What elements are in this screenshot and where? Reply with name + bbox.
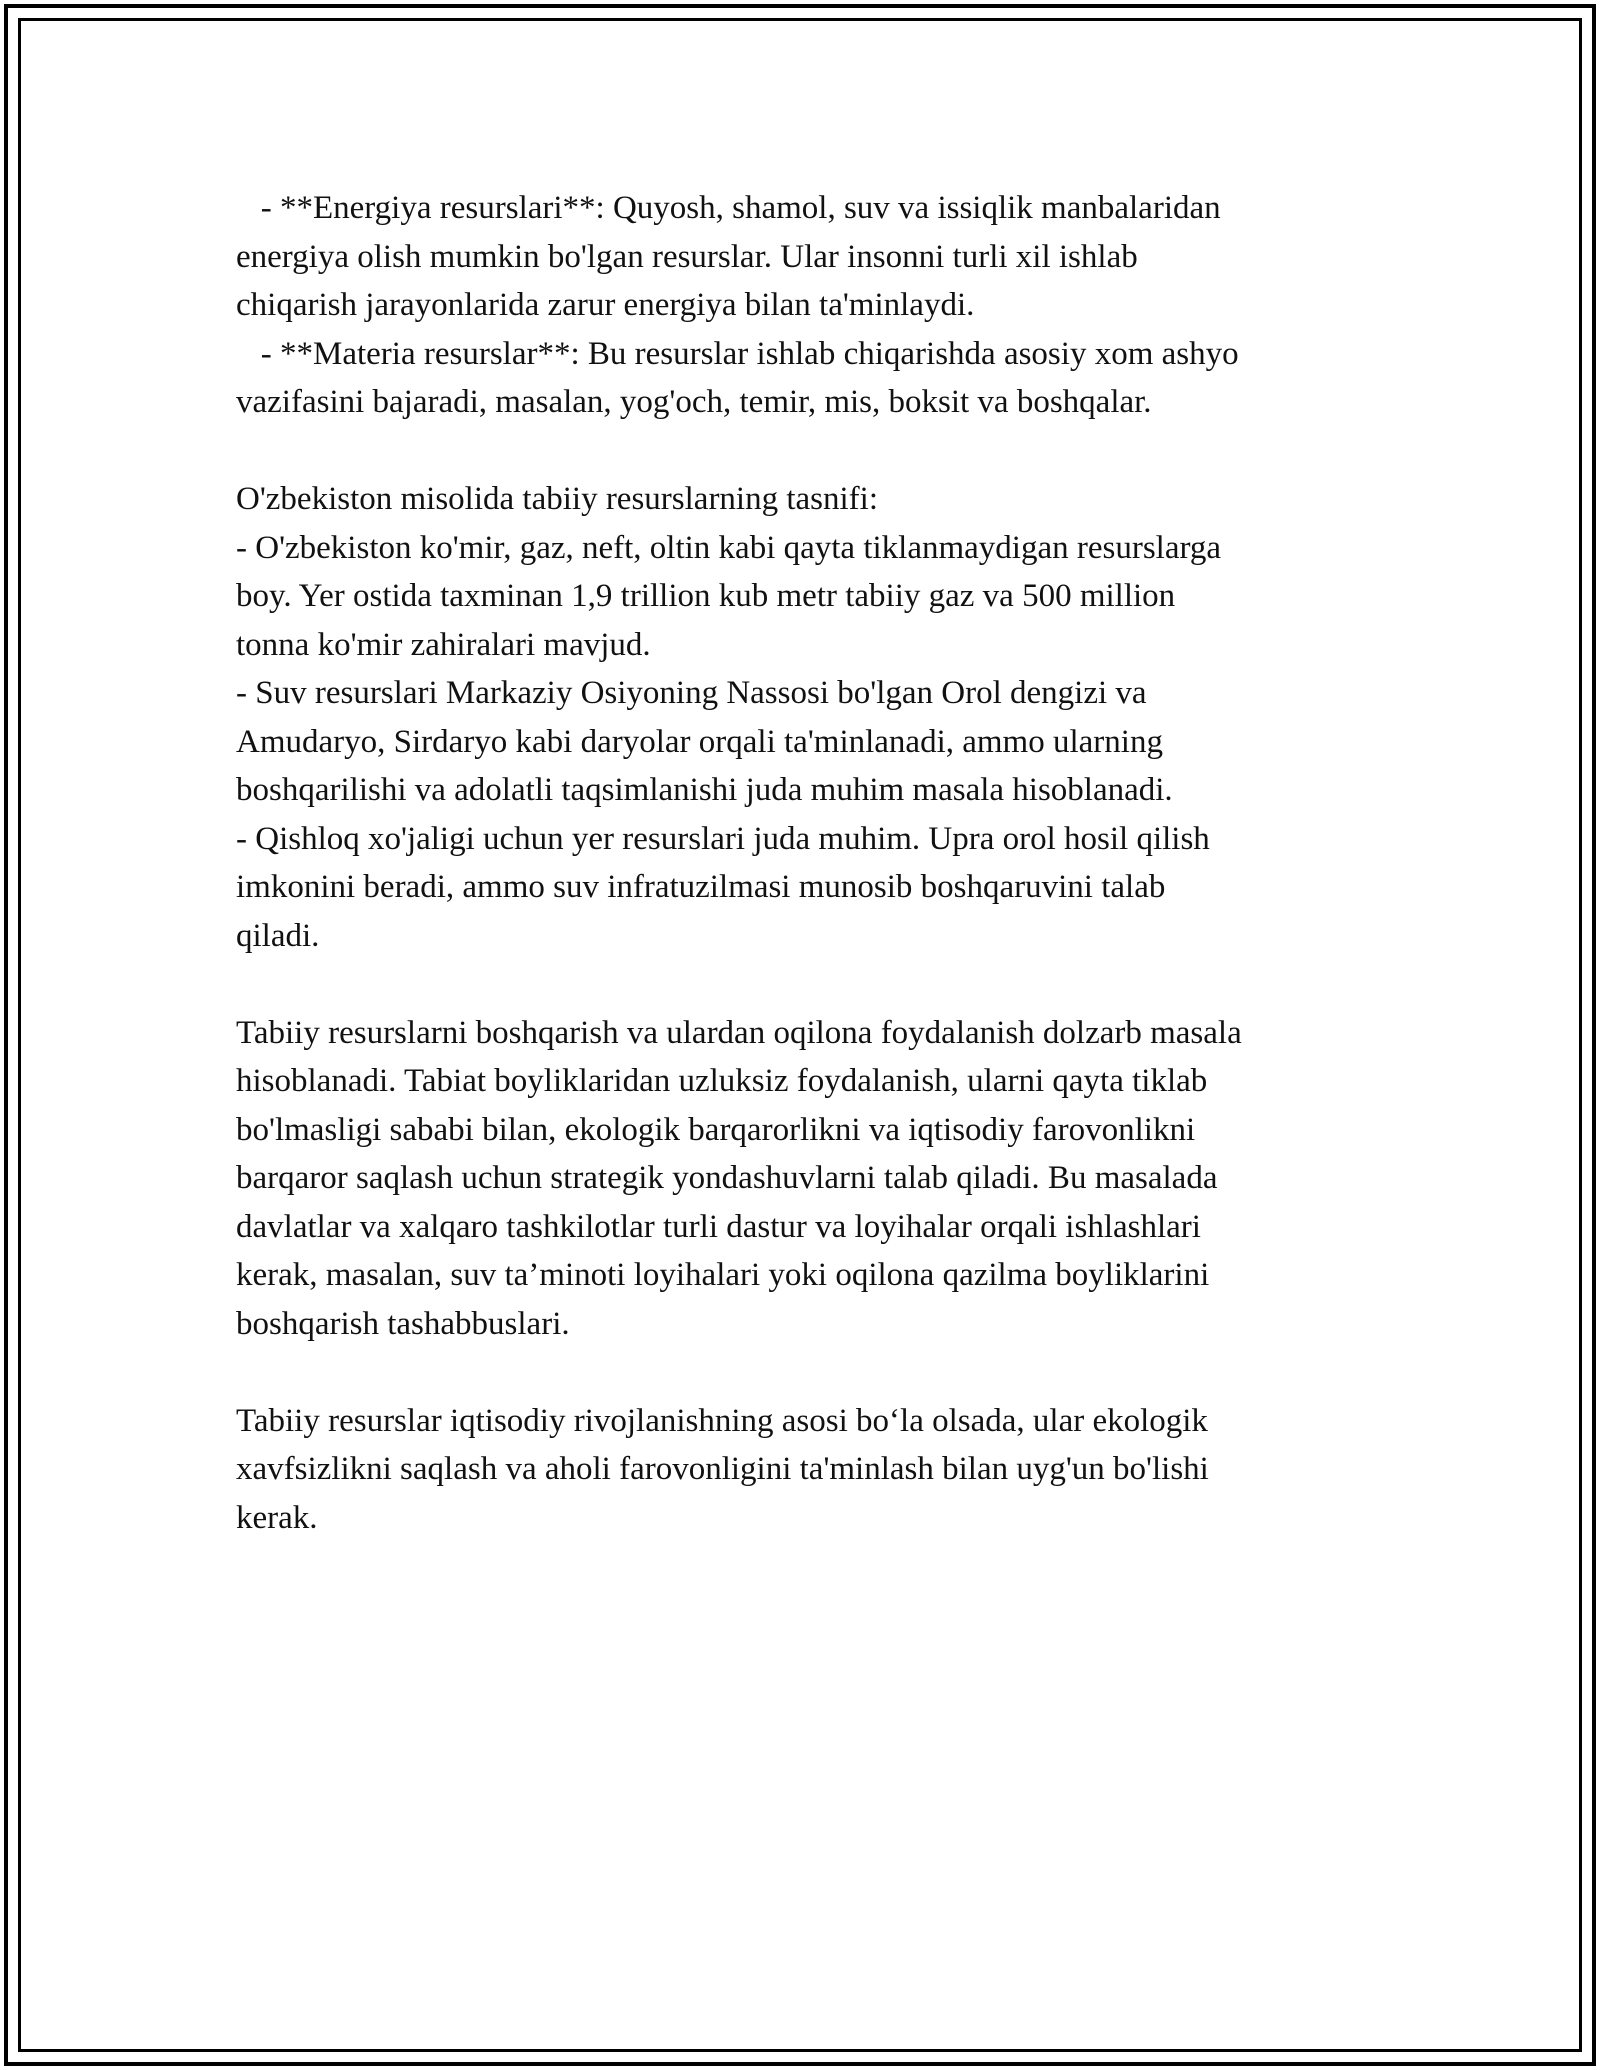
text-line: boy. Yer ostida taxminan 1,9 trillion kub metr tabiiy gaz va 500 million xyxy=(236,578,1176,614)
text-line: chiqarish jarayonlarida zarur energiya bilan ta'minlaydi. xyxy=(236,287,975,323)
text-line: tonna ko'mir zahiralari mavjud. xyxy=(236,626,651,663)
text-line: O'zbekiston misolida tabiiy resurslarning tasnifi: xyxy=(236,481,879,517)
text-line: - Qishloq xo'jaligi uchun yer resurslari juda muhim. Upra orol hosil qilish xyxy=(236,820,1210,857)
blank-line xyxy=(236,960,1376,1009)
text-line: Amudaryo, Sirdaryo kabi daryolar orqali ta'minlanadi, ammo ularning xyxy=(236,723,1163,760)
text-line: boshqarilishi va adolatli taqsimlanishi juda muhim masala hisoblanadi. xyxy=(236,772,1173,808)
text-line: Tabiiy resurslarni boshqarish va ulardan oqilona foydalanish dolzarb masala xyxy=(236,1014,1242,1051)
text-line: - **Energiya resurslari**: Quyosh, shamol, suv va issiqlik manbalaridan xyxy=(236,190,1221,226)
text-line: vazifasini bajaradi, masalan, yog'och, temir, mis, boksit va boshqalar. xyxy=(236,384,1152,420)
energy-resources-item xyxy=(236,184,1376,330)
text-line: boshqarish tashabbuslari. xyxy=(236,1305,570,1342)
resource-management-paragraph xyxy=(236,1009,1376,1349)
uzbekistan-classification-section xyxy=(236,475,1376,960)
text-line: bo'lmasligi sababi bilan, ekologik barqarorlikni va iqtisodiy farovonlikni xyxy=(236,1111,1196,1148)
text-line: imkonini beradi, ammo suv infratuzilmasi munosib boshqaruvini talab xyxy=(236,869,1166,905)
text-line: barqaror saqlash uchun strategik yondashuvlarni talab qiladi. Bu masalada xyxy=(236,1160,1218,1196)
text-line: kerak. xyxy=(236,1499,318,1536)
blank-line xyxy=(236,427,1376,476)
text-line: Tabiiy resurslar iqtisodiy rivojlanishning asosi bo‘la olsada, ular ekologik xyxy=(236,1402,1208,1439)
material-resources-item xyxy=(236,330,1376,427)
text-line: - O'zbekiston ko'mir, gaz, neft, oltin kabi qayta tiklanmaydigan resurslarga xyxy=(236,529,1222,566)
text-line: davlatlar va xalqaro tashkilotlar turli dastur va loyihalar orqali ishlashlari xyxy=(236,1208,1201,1245)
text-line: - Suv resurslari Markaziy Osiyoning Nassosi bo'lgan Orol dengizi va xyxy=(236,675,1147,711)
text-line: hisoblanadi. Tabiat boyliklaridan uzluksiz foydalanish, ularni qayta tiklab xyxy=(236,1063,1208,1099)
blank-line xyxy=(236,1348,1376,1397)
conclusion-paragraph xyxy=(236,1397,1376,1543)
text-line: energiya olish mumkin bo'lgan resurslar. Ular insonni turli xil ishlab xyxy=(236,238,1138,275)
text-line: kerak, masalan, suv ta’minoti loyihalari yoki oqilona qazilma boyliklarini xyxy=(236,1257,1210,1293)
text-line: - **Materia resurslar**: Bu resurslar ishlab chiqarishda asosiy xom ashyo xyxy=(236,335,1239,372)
document-body xyxy=(236,184,1376,1542)
text-line: qiladi. xyxy=(236,917,320,954)
text-line: xavfsizlikni saqlash va aholi farovonligini ta'minlash bilan uyg'un bo'lishi xyxy=(236,1451,1209,1487)
